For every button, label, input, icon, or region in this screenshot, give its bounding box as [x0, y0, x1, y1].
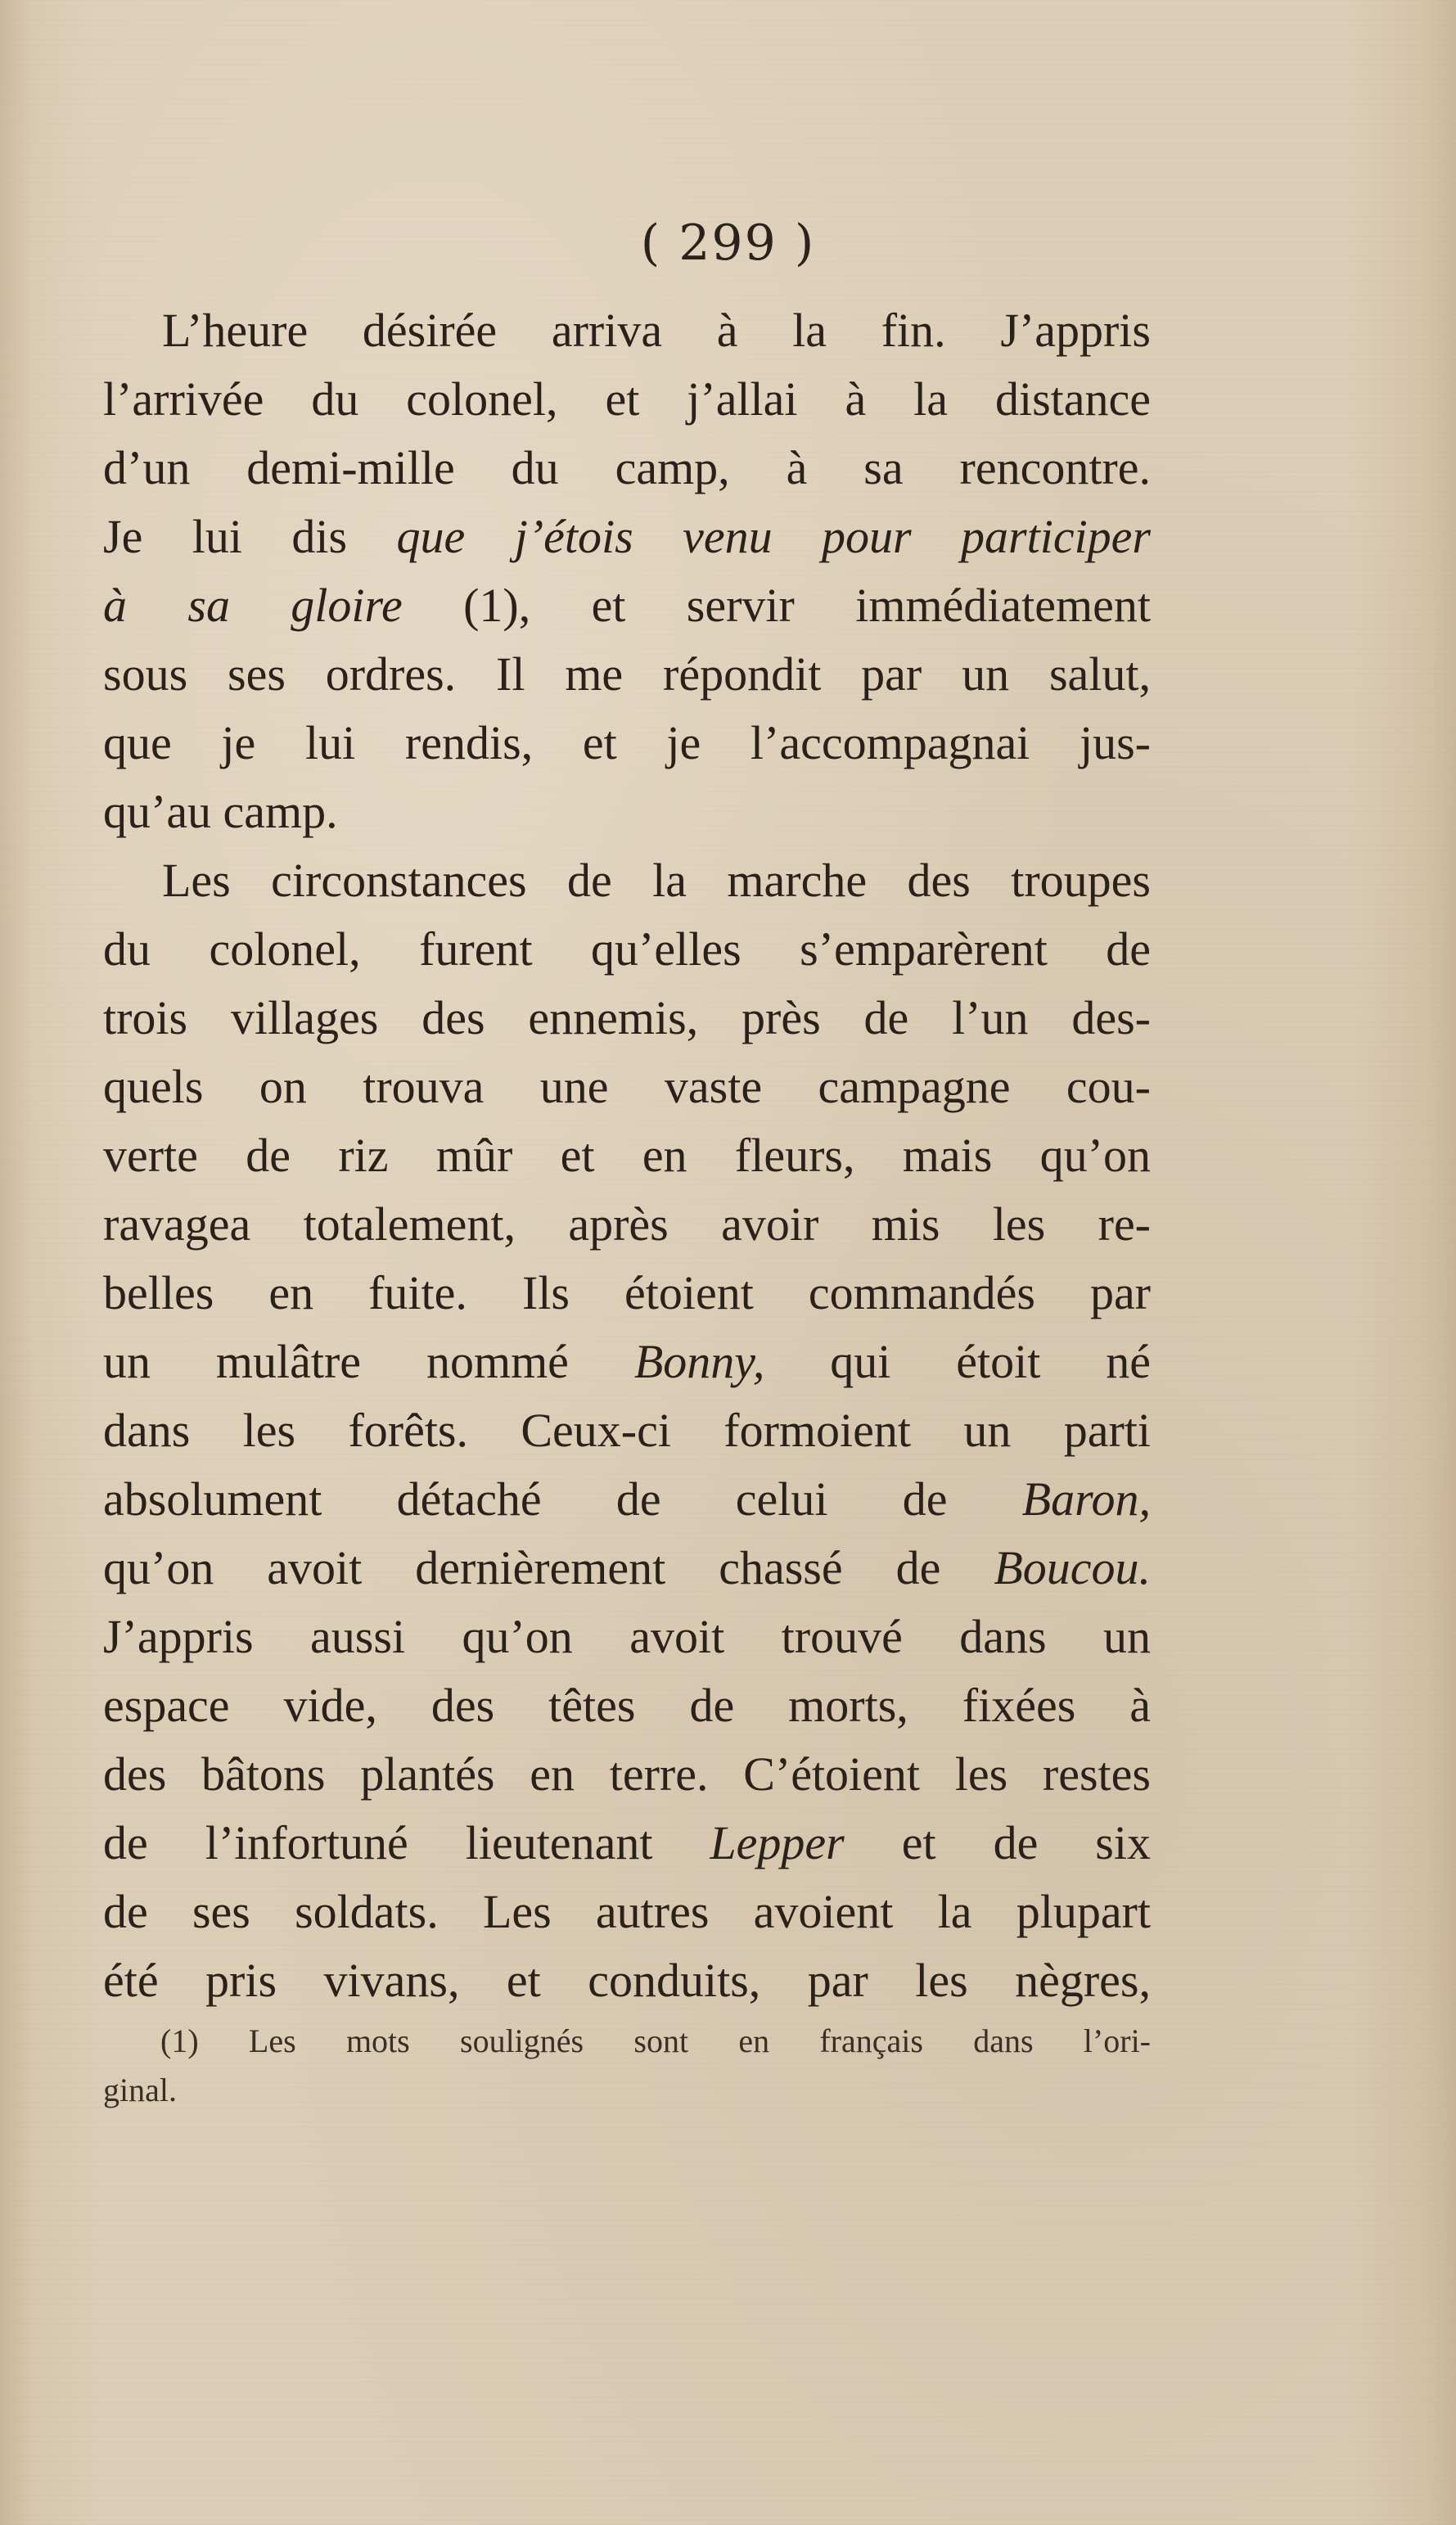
proper-name: Lepper [710, 1816, 845, 1869]
footnote [103, 2017, 1151, 2115]
text-line: Je lui dis que j’étois venu pour participer [103, 510, 1151, 563]
page-number: ( 299 ) [640, 214, 816, 272]
body-text [103, 296, 1151, 2015]
text-line: du colonel, furent qu’elles s’emparèrent de [103, 922, 1151, 976]
text-line: à sa gloire (1), et servir immédiatement [103, 579, 1151, 632]
text-line: trois villages des ennemis, près de l’un des- [103, 991, 1151, 1044]
text-line: belles en fuite. Ils étoient commandés par [103, 1266, 1151, 1319]
text-line: de ses soldats. Les autres avoient la plupart [103, 1885, 1151, 1938]
footnote-line: ginal. [103, 2072, 177, 2108]
text-line: L’heure désirée arriva à la fin. J’appris [162, 304, 1151, 357]
text-line: J’appris aussi qu’on avoit trouvé dans un [103, 1610, 1151, 1663]
text-line: d’un demi-mille du camp, à sa rencontre. [103, 441, 1151, 494]
proper-name: Bonny, [633, 1335, 765, 1388]
text-line: été pris vivans, et conduits, par les nègres, [103, 1954, 1151, 2007]
text-line: Les circonstances de la marche des troupes [162, 854, 1151, 907]
proper-name: Baron, [1021, 1472, 1151, 1526]
text-line: dans les forêts. Ceux-ci formoient un parti [103, 1404, 1151, 1457]
text-line: espace vide, des têtes de morts, fixées à [103, 1679, 1151, 1732]
text-line: l’arrivée du colonel, et j’allai à la distance [103, 372, 1151, 426]
text-line: des bâtons plantés en terre. C’étoient les restes [103, 1747, 1151, 1801]
text-line: verte de riz mûr et en fleurs, mais qu’on [103, 1129, 1151, 1182]
text-line: que je lui rendis, et je l’accompagnai jus- [103, 716, 1151, 769]
text-line: qu’on avoit dernièrement chassé de Boucou. [103, 1541, 1151, 1594]
footnote-line: (1) Les mots soulignés sont en français dans l’ori- [160, 2022, 1151, 2059]
text-line: sous ses ordres. Il me répondit par un salut, [103, 647, 1151, 701]
text-line: ravagea totalement, après avoir mis les re- [103, 1197, 1151, 1251]
text-line: quels on trouva une vaste campagne cou- [103, 1060, 1151, 1113]
underlined-phrase: que j’étois venu pour participer [396, 510, 1151, 563]
text-line: qu’au camp. [103, 785, 338, 838]
text-line: un mulâtre nommé Bonny, qui étoit né [103, 1335, 1151, 1388]
underlined-phrase: à sa gloire [103, 579, 403, 632]
text-line: absolument détaché de celui de Baron, [103, 1472, 1151, 1526]
proper-name: Boucou. [994, 1541, 1151, 1594]
text-line: de l’infortuné lieutenant Lepper et de six [103, 1816, 1151, 1869]
